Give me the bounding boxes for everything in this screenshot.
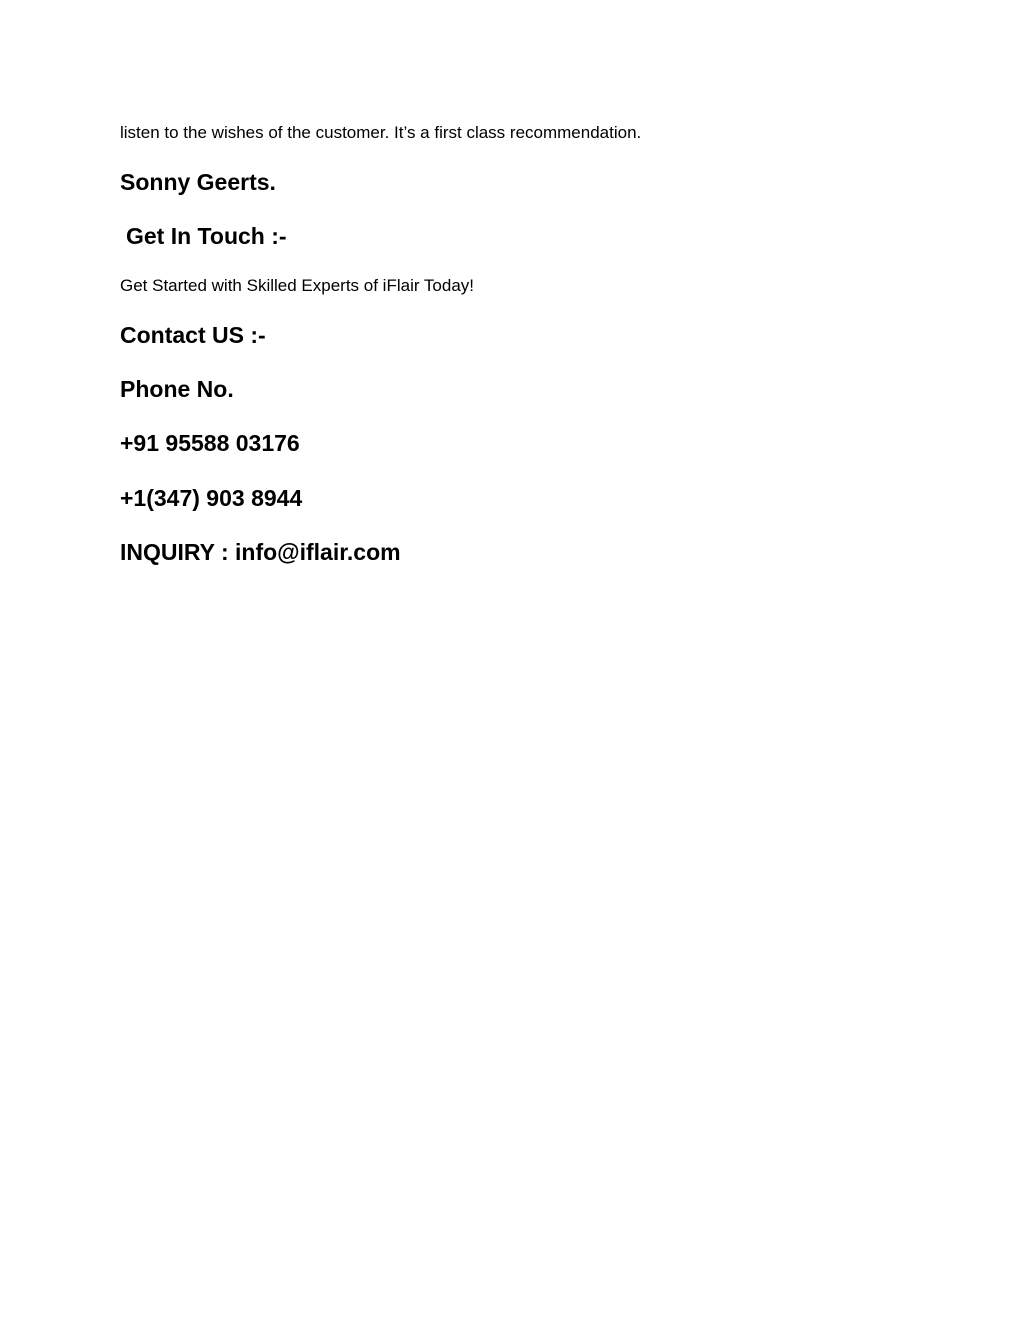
phone-number-india: +91 95588 03176	[120, 430, 300, 456]
testimonial-author: Sonny Geerts.	[120, 169, 276, 195]
phone-number-us: +1(347) 903 8944	[120, 485, 303, 511]
contact-heading: Contact US :-	[120, 322, 266, 348]
get-started-text: Get Started with Skilled Experts of iFlair Today!	[120, 276, 475, 295]
phone-heading: Phone No.	[120, 376, 234, 402]
inquiry-email: INQUIRY : info@iflair.com	[120, 539, 401, 565]
get-in-touch-heading: Get In Touch :-	[126, 223, 287, 249]
testimonial-closing-text: listen to the wishes of the customer. It’s a first class recommendation.	[120, 123, 642, 142]
